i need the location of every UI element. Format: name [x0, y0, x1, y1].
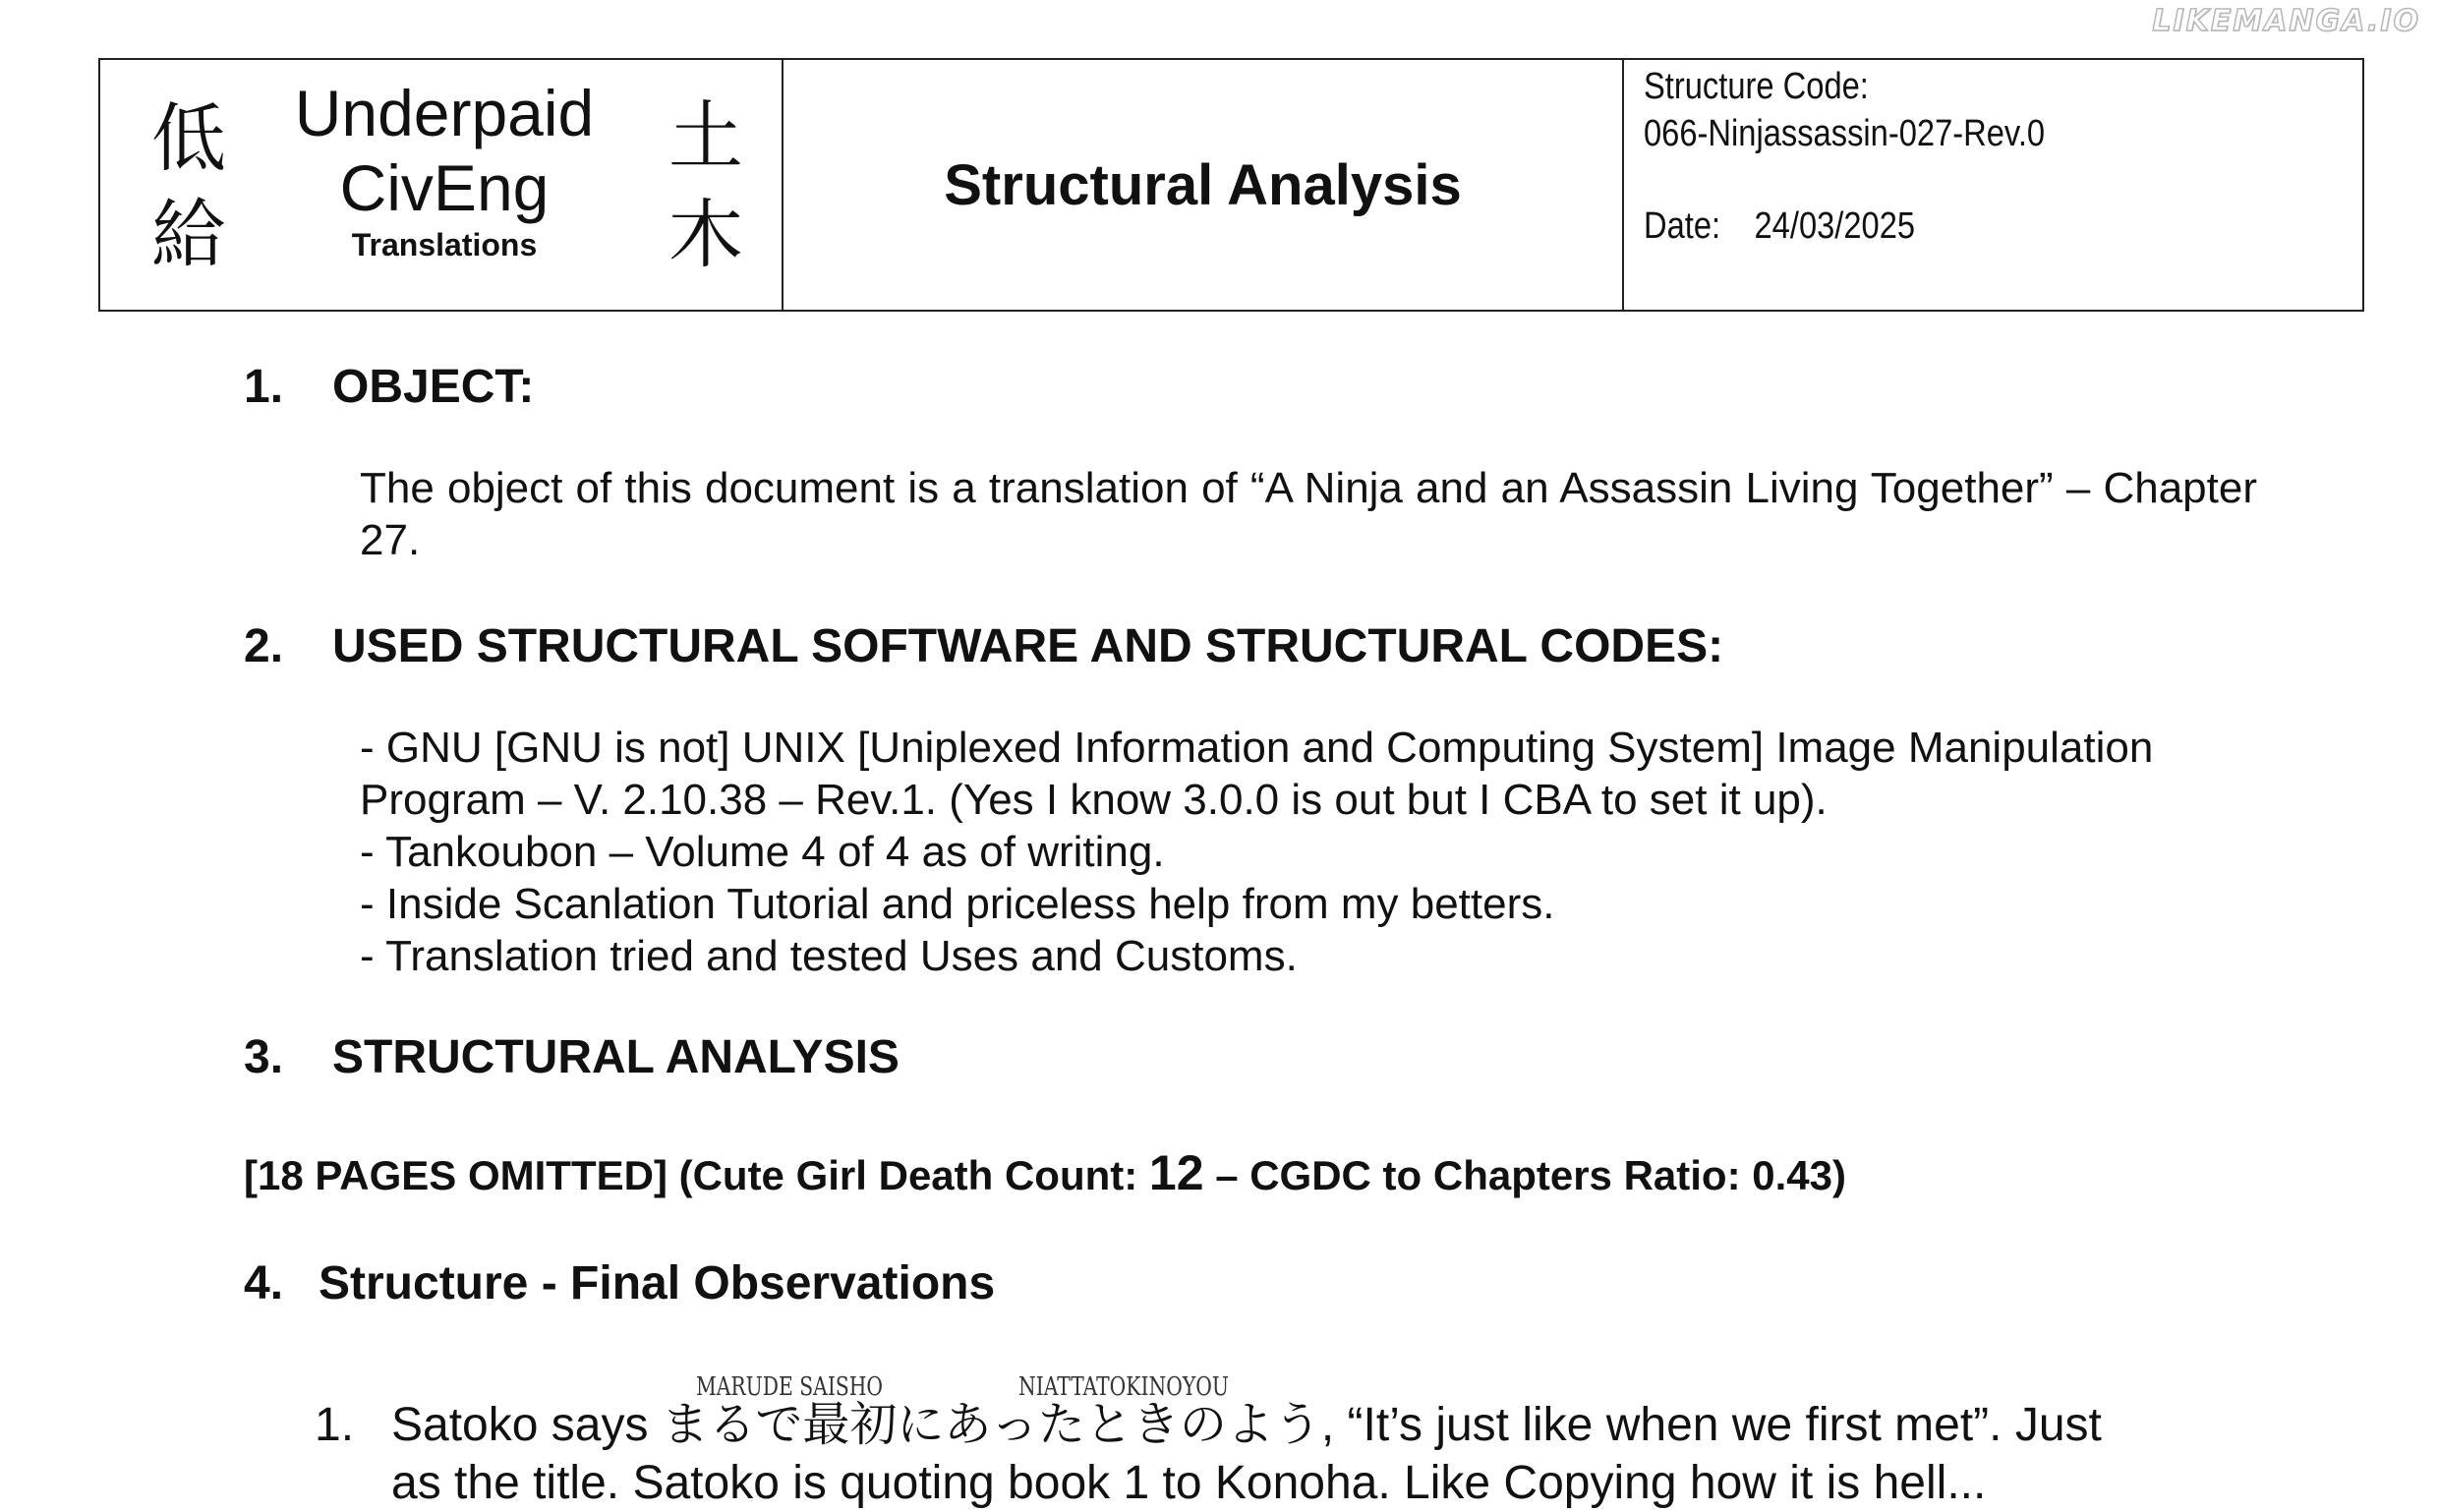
logo-kanji-earth: 土	[668, 92, 743, 180]
logo-line-civeng: CivEng	[339, 151, 550, 224]
item-number: 1.	[315, 1399, 355, 1451]
death-count: 12	[1148, 1145, 1204, 1200]
logo-line-translations: Translations	[351, 227, 538, 262]
section-number: 2.	[244, 620, 284, 672]
section-2-heading	[244, 619, 1723, 673]
section-3-heading	[244, 1030, 900, 1084]
section-title: STRUCTURAL ANALYSIS	[332, 1031, 900, 1083]
software-list	[360, 722, 2257, 982]
item-text-pre: Satoko says	[391, 1399, 662, 1451]
observation-item-1	[315, 1396, 2102, 1454]
logo-text	[248, 76, 641, 263]
omitted-suffix: – CGDC to Chapters Ratio: 0.43)	[1203, 1152, 1846, 1198]
date-label: Date:	[1644, 205, 1721, 247]
document-title: Structural Analysis	[944, 152, 1462, 217]
section-title: Structure - Final Observations	[319, 1257, 996, 1309]
section-number: 4.	[244, 1257, 284, 1309]
software-line: Program – V. 2.10.38 – Rev.1. (Yes I know 3.0.0 is out but I CBA to set it up).	[360, 776, 1828, 824]
section-4-heading	[244, 1256, 995, 1310]
section-1-heading	[244, 360, 534, 414]
furigana-marude-saisho: MARUDE SAISHO	[696, 1372, 884, 1402]
section-number: 3.	[244, 1031, 284, 1083]
section-number: 1.	[244, 361, 284, 413]
observation-item-1-continued: as the title. Satoko is quoting book 1 to Konoha. Like Copying how it is hell...	[391, 1457, 1987, 1509]
item-japanese-quote: まるで最初にあったときのよう	[661, 1397, 1321, 1452]
logo-cell	[100, 60, 784, 310]
document-header	[98, 58, 2364, 312]
date-row	[1644, 205, 1915, 248]
watermark: LIKEMANGA.IO	[2152, 4, 2420, 38]
structure-code-value: 066-Ninjassassin-027-Rev.0	[1644, 113, 2046, 154]
section-title: USED STRUCTURAL SOFTWARE AND STRUCTURAL CODES:	[332, 620, 1724, 672]
title-cell	[784, 60, 1624, 310]
date-value: 24/03/2025	[1754, 205, 1916, 247]
logo-kanji-pay: 給	[151, 191, 226, 278]
object-paragraph: The object of this document is a translation of “A Ninja and an Assassin Living Together” – Chapter 27.	[360, 464, 2257, 564]
structure-code-label: Structure Code:	[1644, 66, 1869, 107]
furigana-niattatokinoyou: NIATTATOKINOYOU	[1018, 1372, 1229, 1402]
section-title: OBJECT:	[332, 361, 535, 413]
logo-kanji-low: 低	[151, 94, 226, 182]
item-text-post: , “It’s just like when we first met”. Just	[1320, 1399, 2102, 1451]
software-line: - GNU [GNU is not] UNIX [Uniplexed Information and Computing System] Image Manipulation	[360, 724, 2154, 772]
omitted-prefix: [18 PAGES OMITTED] (Cute Girl Death Count:	[244, 1152, 1149, 1198]
software-line: - Tankoubon – Volume 4 of 4 as of writing.	[360, 828, 1165, 876]
meta-cell	[1624, 60, 2362, 310]
omitted-pages-note	[244, 1144, 1846, 1201]
software-line: - Inside Scanlation Tutorial and priceless help from my betters.	[360, 880, 1555, 928]
logo-kanji-wood: 木	[668, 191, 743, 278]
software-line: - Translation tried and tested Uses and Customs.	[360, 932, 1298, 980]
logo-line-underpaid: Underpaid	[294, 77, 595, 149]
